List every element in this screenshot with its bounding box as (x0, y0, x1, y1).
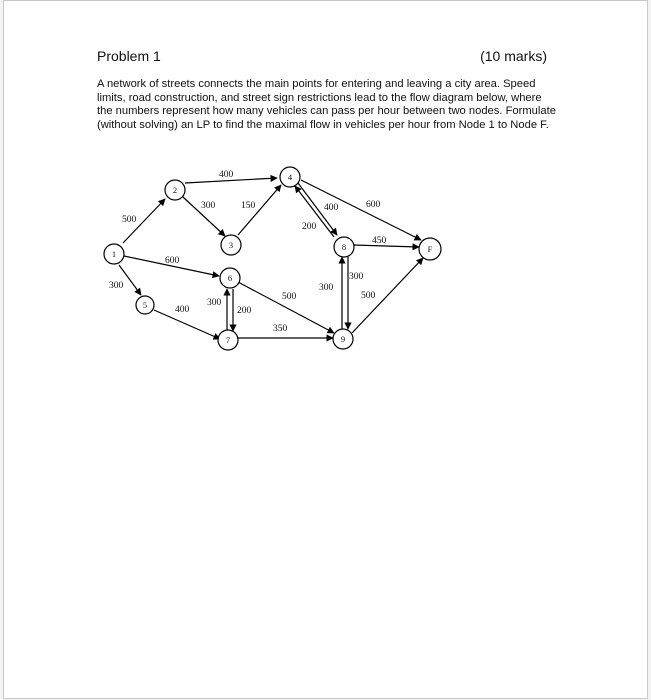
cap-9-8: 300 (319, 283, 334, 293)
cap-1-6: 600 (165, 256, 180, 266)
cap-1-5: 300 (109, 281, 124, 291)
cap-5-7: 400 (175, 305, 190, 315)
cap-6-9: 500 (282, 292, 297, 302)
cap-7-6: 300 (207, 298, 222, 308)
cap-7-9: 350 (273, 324, 288, 334)
cap-1-2: 500 (122, 215, 137, 225)
node-6-label: 6 (227, 273, 233, 283)
cap-2-4: 400 (219, 170, 234, 180)
cap-9-F: 500 (361, 291, 376, 301)
cap-4-8: 400 (324, 203, 339, 213)
cap-8-F: 450 (372, 236, 387, 246)
cap-4-F: 600 (366, 200, 381, 210)
node-9-label: 9 (340, 334, 346, 344)
node-2-label: 2 (172, 185, 178, 195)
node-5-label: 5 (142, 300, 148, 310)
node-4-label: 4 (287, 172, 293, 182)
problem-title: Problem 1 (97, 48, 161, 64)
node-8-label: 8 (341, 242, 347, 252)
problem-statement: A network of streets connects the main points for entering and leaving a city area. Speed limits, road construction, and street sign restrictions lead to the flow diagram below, where the numbers represent how many vehicles can pass per hour between two nodes. Formulate (without solving) an LP to find the maximal flow in vehicles per hour from Node 1 to Node F. (97, 78, 556, 131)
node-1-label: 1 (111, 249, 117, 259)
cap-8-9: 300 (349, 272, 364, 282)
node-7-label: 7 (225, 335, 231, 345)
cap-2-3: 300 (201, 201, 216, 211)
cap-3-4: 150 (241, 201, 256, 211)
cap-6-7: 200 (237, 306, 252, 316)
marks-label: (10 marks) (480, 48, 547, 64)
cap-4-9: 200 (302, 222, 317, 232)
node-F-label: F (427, 244, 433, 254)
node-3-label: 3 (228, 240, 234, 250)
